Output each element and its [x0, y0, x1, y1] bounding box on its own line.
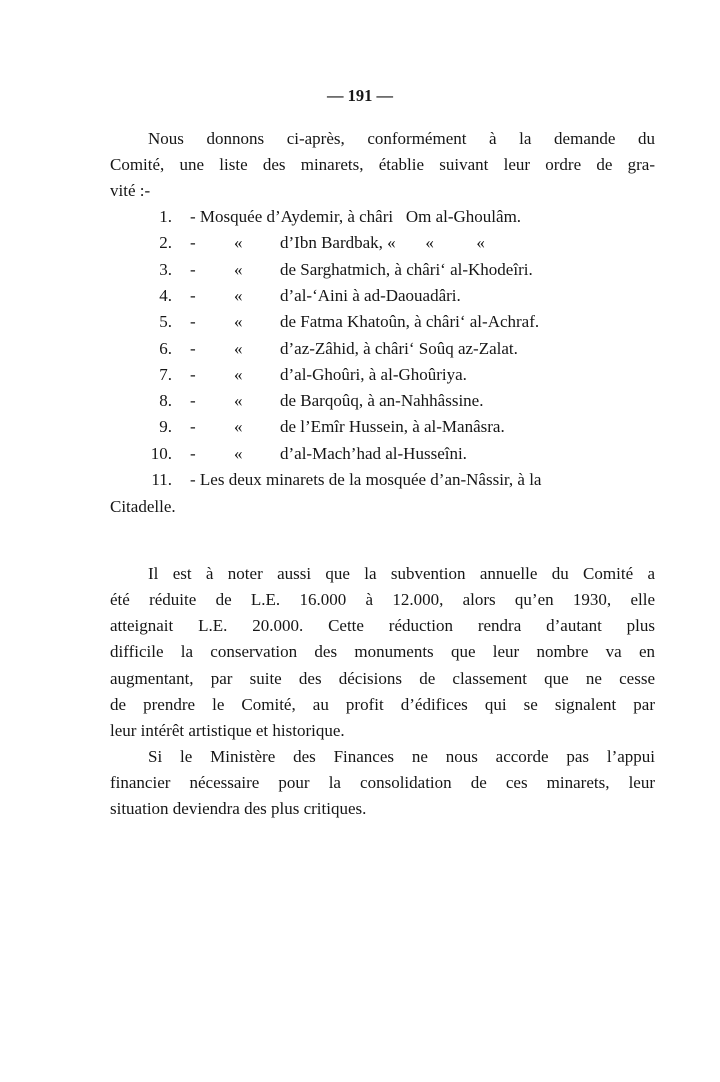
- ditto-mark: «: [234, 364, 243, 384]
- text-line: augmentant, par suite des décisions de classement que ne cesse: [110, 669, 655, 688]
- list-item-text: de l’Emîr Hussein, à al-Manâsra.: [280, 417, 505, 437]
- ditto-mark: «: [234, 417, 243, 437]
- ditto-mark: «: [234, 391, 243, 411]
- list-item-dash: -: [190, 233, 196, 253]
- list-item-dash: -: [190, 443, 196, 463]
- ditto-mark: «: [234, 285, 243, 305]
- ditto-mark: «: [234, 443, 243, 463]
- list-item-number: 6.: [159, 338, 172, 358]
- ditto-mark: «: [234, 259, 243, 279]
- list-item-dash: -: [190, 391, 196, 411]
- text-line: de prendre le Comité, au profit d’édifices qui se signalent par: [110, 695, 655, 714]
- list-item-number: 10.: [150, 443, 172, 463]
- list-item-dash: -: [190, 417, 196, 437]
- list-item-text: de Barqoûq, à an-Nahhâssine.: [280, 391, 484, 411]
- list-item-number: 5.: [159, 312, 172, 332]
- list-item-number: 4.: [159, 285, 172, 305]
- list-item-dash: -: [190, 312, 196, 332]
- text-line: atteignait L.E. 20.000. Cette réduction rendra d’autant plus: [110, 616, 655, 635]
- list-item-text: d’al-Ghoûri, à al-Ghoûriya.: [280, 364, 467, 384]
- list-item-dash: -: [190, 259, 196, 279]
- list-item-number: 7.: [159, 364, 172, 384]
- text-line: été réduite de L.E. 16.000 à 12.000, alors qu’en 1930, elle: [110, 590, 655, 609]
- text-line: financier nécessaire pour la consolidation de ces minarets, leur: [110, 773, 655, 792]
- list-item-text: - Mosquée d’Aydemir, à châri Om al-Ghoulâm.: [190, 207, 522, 226]
- list-item-dash: -: [190, 364, 196, 384]
- page-number: — 191 —: [327, 86, 393, 105]
- text-line: situation deviendra des plus critiques.: [110, 799, 367, 818]
- list-item-text: de Fatma Khatoûn, à châri‘ al-Achraf.: [280, 312, 540, 332]
- text-line: Citadelle.: [110, 497, 176, 516]
- list-item-number: 1.: [159, 207, 172, 226]
- text-line: Comité, une liste des minarets, établie suivant leur ordre de gra-: [110, 155, 655, 174]
- list-item-number: 2.: [159, 233, 172, 253]
- list-item-text: d’al-Mach’had al-Husseîni.: [280, 443, 467, 463]
- text-line: leur intérêt artistique et historique.: [110, 721, 345, 740]
- list-item-dash: -: [190, 338, 196, 358]
- text-line: Nous donnons ci-après, conformément à la demande du: [148, 129, 655, 148]
- list-item-number: 3.: [159, 259, 172, 279]
- list-item-number: 8.: [159, 391, 172, 411]
- ditto-mark: «: [234, 233, 243, 253]
- ditto-mark: «: [234, 312, 243, 332]
- list-item-text: de Sarghatmich, à châri‘ al-Khodeîri.: [280, 259, 533, 279]
- text-line: Si le Ministère des Finances ne nous accorde pas l’appui: [148, 747, 655, 766]
- list-item-dash: -: [190, 285, 196, 305]
- text-line: vité :-: [110, 181, 151, 200]
- list-item-number: 9.: [159, 417, 172, 437]
- list-item-text: - Les deux minarets de la mosquée d’an-Nâssir, à la: [190, 470, 542, 489]
- ditto-mark: «: [234, 338, 243, 358]
- list-item-text: d’az-Zâhid, à châri‘ Soûq az-Zalat.: [280, 338, 518, 358]
- text-line: Il est à noter aussi que la subvention annuelle du Comité a: [148, 564, 655, 583]
- list-item-text: d’al-‘Aini à ad-Daouadâri.: [280, 285, 461, 305]
- list-item-text: d’Ibn Bardbak, « « «: [280, 233, 485, 253]
- text-line: difficile la conservation des monuments que leur nombre va en: [110, 642, 655, 661]
- list-item-number: 11.: [151, 470, 172, 489]
